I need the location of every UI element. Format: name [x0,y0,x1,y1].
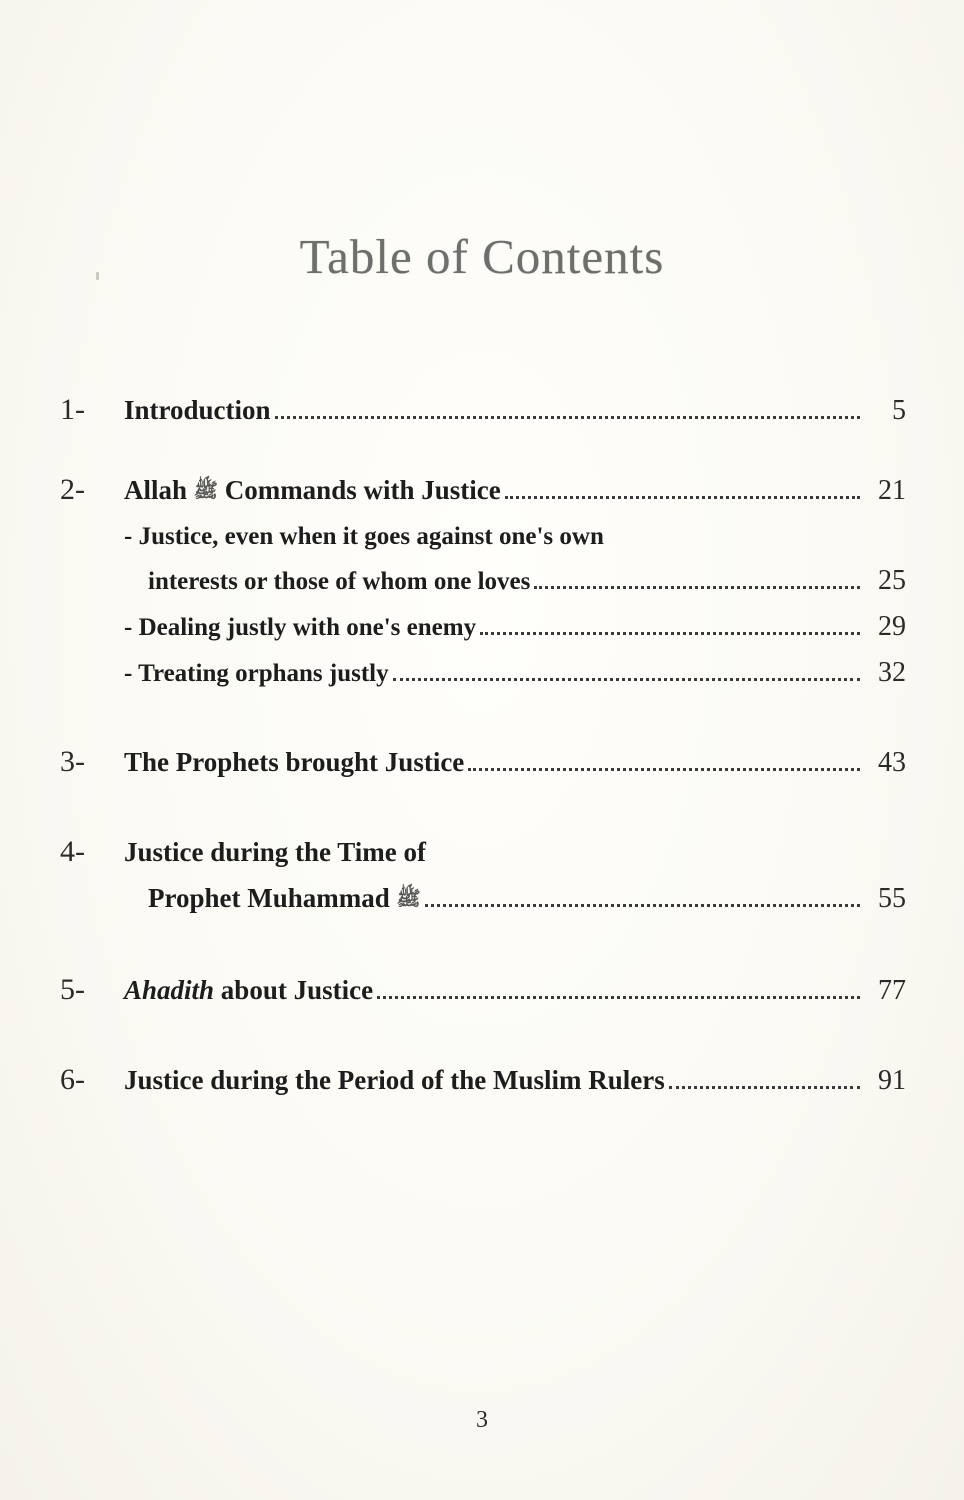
entry-title-continuation [148,883,421,917]
toc-entry-line[interactable] [58,393,906,427]
toc-entry [58,393,906,427]
islamic-honorific-glyph: ﷺ [193,478,218,502]
entry-title [124,975,373,1006]
toc-subentry-line[interactable] [58,523,906,551]
leader-dots [468,767,860,771]
toc-subentry-line[interactable] [58,657,906,689]
leader-dots [534,585,860,589]
entry-number: 6- [60,1063,85,1096]
entry-title: The Prophets brought Justice [124,747,465,777]
entry-page: 77 [878,975,906,1006]
toc-subentry-line[interactable] [58,611,906,643]
toc-entry-line[interactable] [58,473,906,509]
toc-entry-line[interactable] [58,835,906,869]
leader-dots [480,631,860,635]
toc-entry-continuation[interactable] [58,883,906,917]
toc-entry [58,1063,906,1097]
subentry-title: - Justice, even when it goes against one's own [124,523,604,550]
entry-title: Introduction [124,395,271,425]
subentry-page: 32 [878,657,906,688]
toc-entry [58,973,906,1007]
entry-title-cont-text: Prophet Muhammad [148,883,390,913]
leader-dots [377,995,860,999]
toc-entry-line[interactable] [58,973,906,1007]
entry-number: 3- [60,745,85,778]
leader-dots [425,903,860,907]
toc-entry [58,745,906,779]
subentry-title: - Dealing justly with one's enemy [124,614,477,641]
toc-entry [58,835,906,917]
entry-number: 1- [60,393,85,426]
toc-entry-list [58,393,906,1097]
toc-subentry-line[interactable] [58,565,906,597]
toc-entry [58,473,906,689]
subentry-page: 25 [878,565,906,596]
entry-number: 2- [60,473,85,506]
leader-dots [393,677,860,681]
entry-page: 5 [892,395,906,426]
page-title: Table of Contents [299,229,665,284]
entry-page: 21 [878,475,906,506]
leader-dots [505,495,860,499]
subentry-title: interests or those of whom one loves [148,568,531,595]
entry-page: 91 [878,1065,906,1096]
folio-page-number: 3 [476,1407,488,1433]
entry-number: 5- [60,973,85,1006]
entry-title-post: Commands with Justice [224,475,501,505]
subentry-title: - Treating orphans justly [124,660,389,687]
entry-title: Justice during the Period of the Muslim Rulers [124,1065,665,1095]
leader-dots [275,415,860,419]
toc-entry-line[interactable] [58,745,906,779]
entry-title-italic: Ahadith [124,975,215,1005]
entry-page: 43 [878,747,906,778]
entry-title: Justice during the Time of [124,837,427,867]
salla-allahu-alayhi-wasallam-glyph: ﷺ [396,886,421,910]
leader-dots [669,1085,860,1089]
entry-number: 4- [60,835,85,868]
toc-entry-line[interactable] [58,1063,906,1097]
subentry-page: 29 [878,611,906,642]
entry-title-pre: Allah [124,475,188,505]
entry-page: 55 [878,883,906,914]
entry-title-rest: about Justice [220,975,374,1005]
entry-title [124,475,501,509]
